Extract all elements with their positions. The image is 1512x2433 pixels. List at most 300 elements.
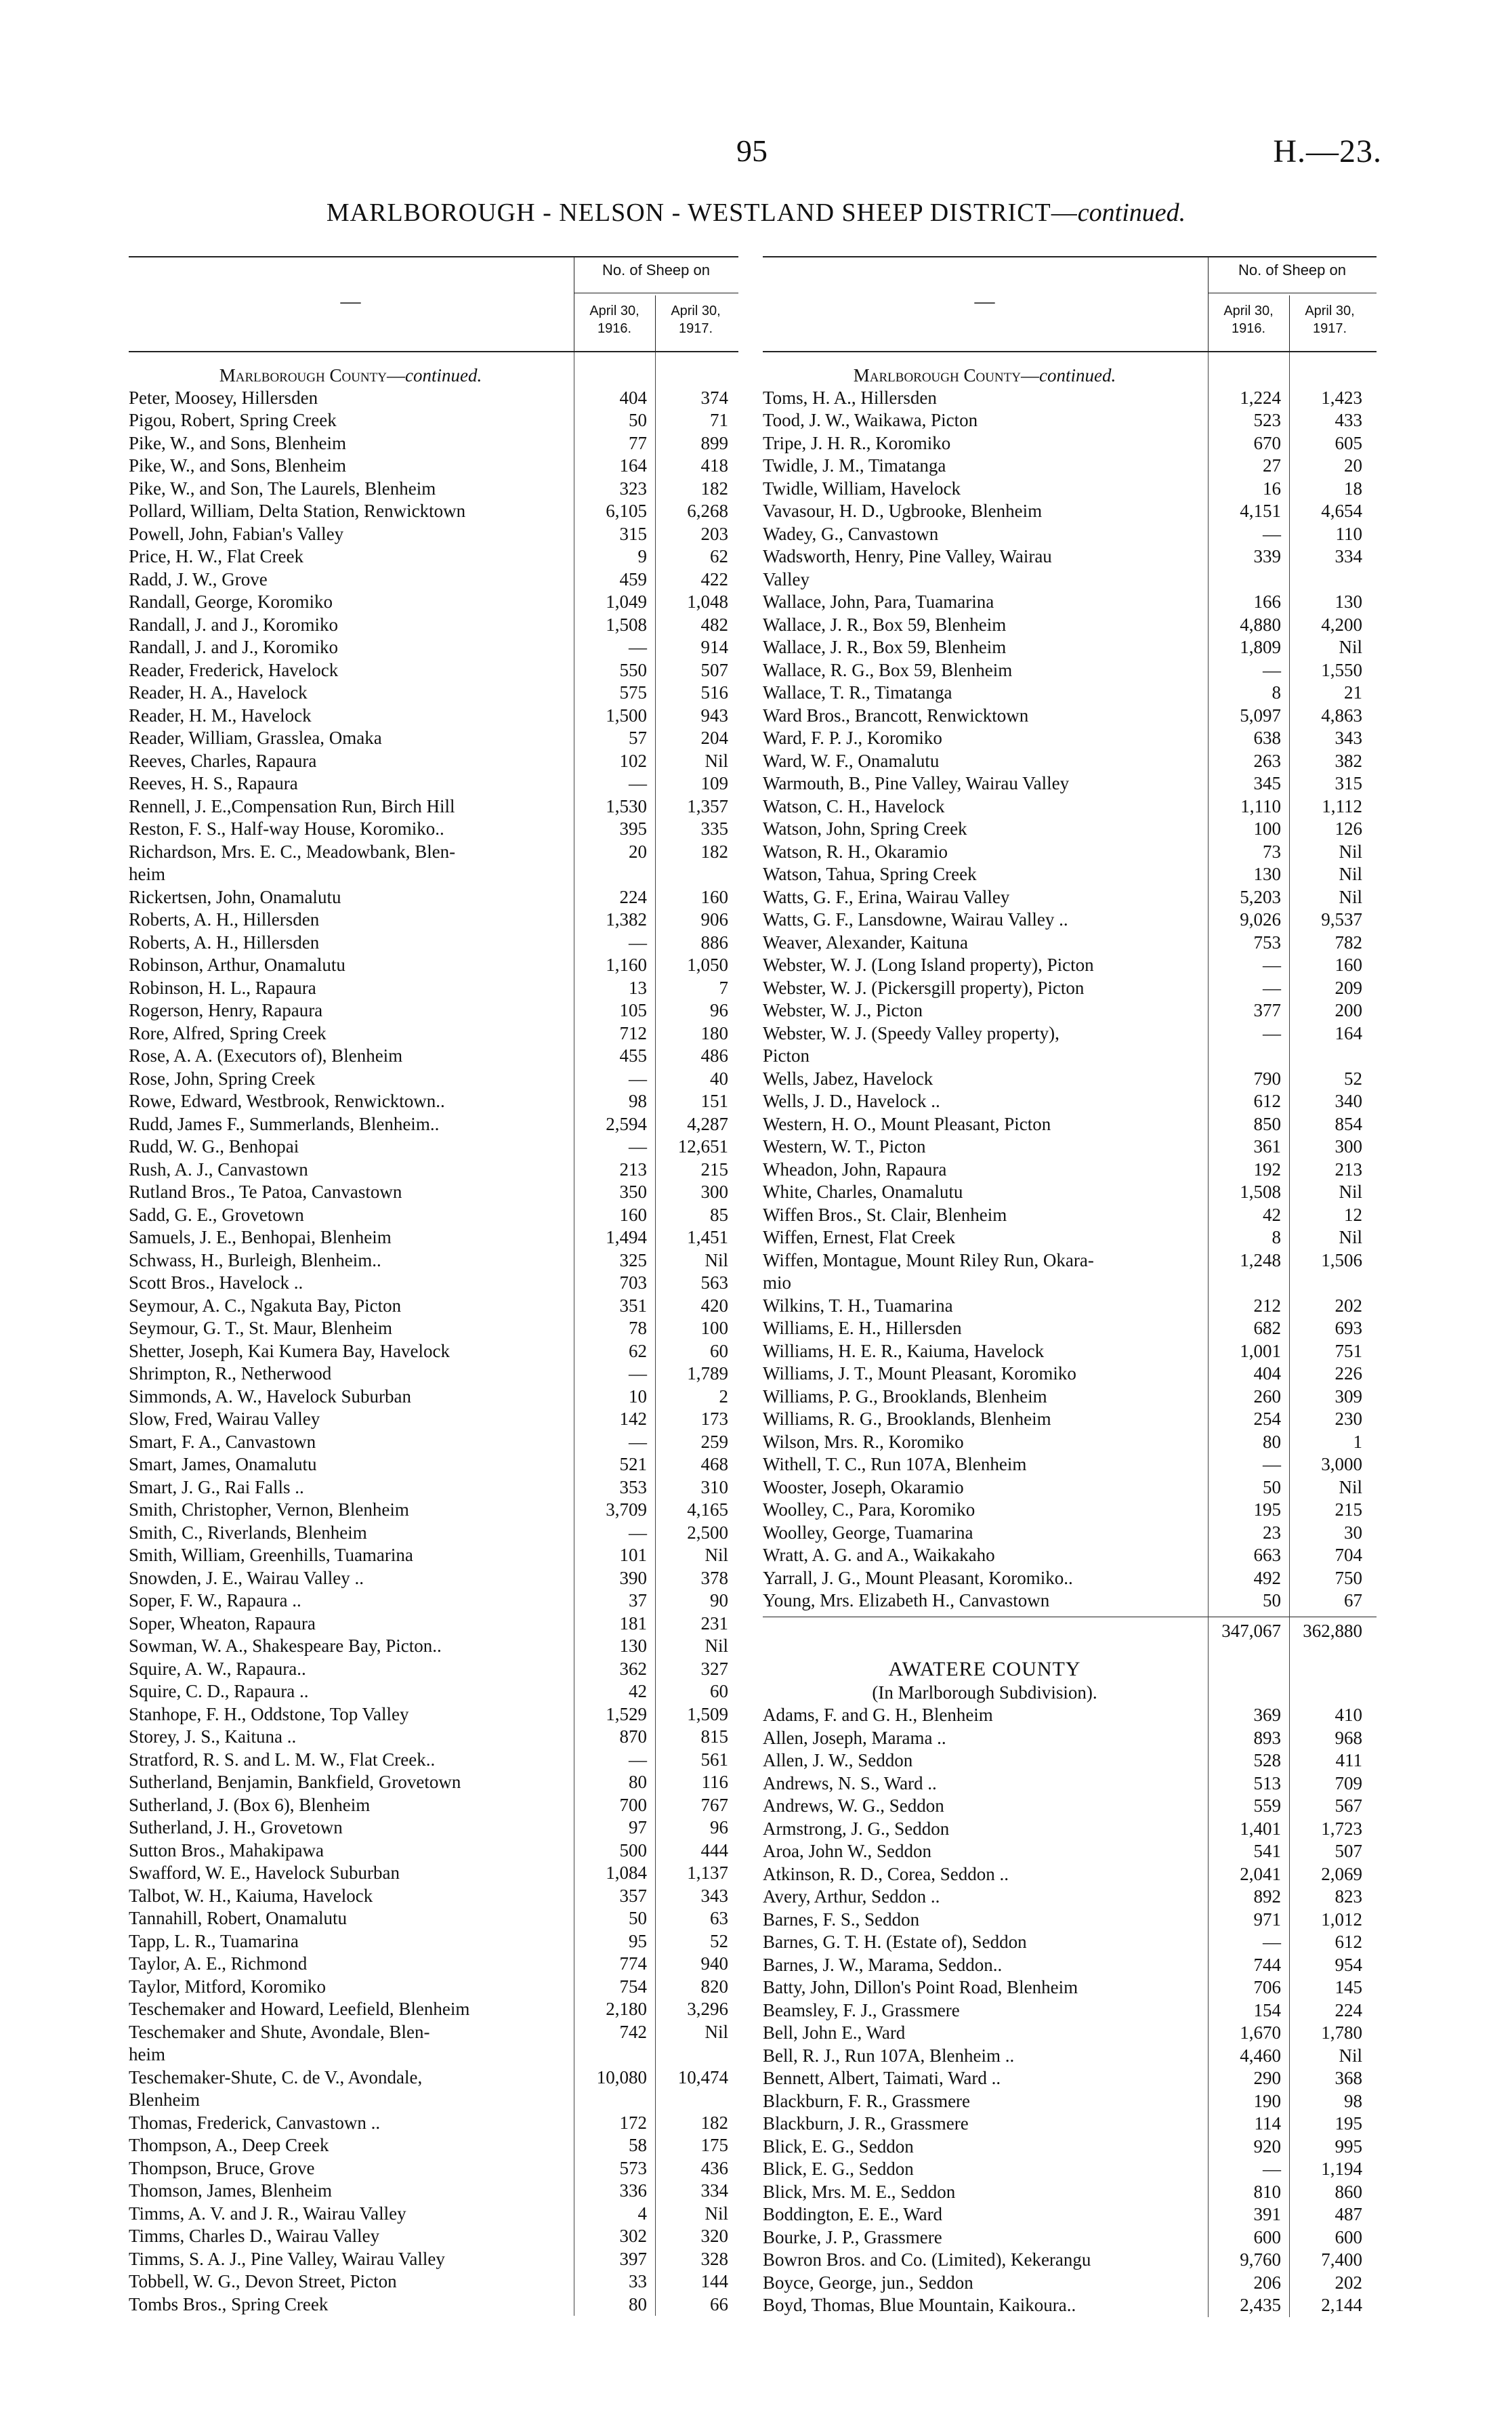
- table-row: [763, 999, 1377, 1022]
- owner-name: Wilkins, T. H., Tuamarina: [763, 1295, 953, 1316]
- sheep-1916: 703: [619, 1272, 647, 1293]
- sheep-1917: 300: [1335, 1136, 1362, 1157]
- table-row: [129, 545, 738, 568]
- sheep-1916: 95: [629, 1930, 647, 1951]
- table-row: [129, 818, 738, 841]
- table-row: [763, 1749, 1377, 1772]
- right-header-col-1916: April 30, 1916.: [1223, 304, 1274, 336]
- sheep-1916: —: [1263, 955, 1281, 976]
- sheep-1917: 374: [700, 387, 728, 408]
- owner-name: Atkinson, R. D., Corea, Seddon ..: [763, 1863, 1009, 1884]
- sheep-1916: 369: [1253, 1705, 1281, 1726]
- owner-name: Schwass, H., Burleigh, Blenheim..: [129, 1249, 381, 1270]
- sheep-1917: 943: [700, 705, 728, 726]
- table-row: [129, 1499, 738, 1522]
- sheep-1917: 4,287: [687, 1113, 728, 1134]
- sheep-1916: —: [629, 1431, 647, 1452]
- table-row: [763, 1886, 1377, 1909]
- table-row: [129, 1930, 738, 1953]
- county-total-row: [763, 1617, 1377, 1643]
- owner-name: Teschemaker and Shute, Avondale, Blen-: [129, 2021, 430, 2042]
- table-row: [763, 614, 1377, 637]
- sheep-1917: 420: [700, 1295, 728, 1316]
- owner-name: Talbot, W. H., Kaiuma, Havelock: [129, 1885, 373, 1906]
- table-row: [763, 1795, 1377, 1818]
- table-row: [763, 1204, 1377, 1227]
- table-row: [763, 1226, 1377, 1249]
- sheep-1917: 2: [719, 1386, 728, 1407]
- sheep-1916: 8: [1272, 1227, 1281, 1248]
- owner-name: Warmouth, B., Pine Valley, Wairau Valley: [763, 773, 1070, 794]
- owner-name: Western, W. T., Picton: [763, 1136, 926, 1157]
- owner-name: Wallace, J. R., Box 59, Blenheim: [763, 637, 1007, 658]
- sheep-1917: 90: [710, 1590, 728, 1611]
- table-row: [129, 523, 738, 546]
- sheep-1916: 1,110: [1240, 795, 1281, 816]
- owner-name: Wiffen, Montague, Mount Riley Run, Okara-: [763, 1249, 1094, 1270]
- sheep-1916: 9,760: [1240, 2249, 1281, 2270]
- sheep-1917: 2,069: [1321, 1863, 1362, 1884]
- owner-name: Williams, E. H., Hillersden: [763, 1318, 962, 1339]
- sheep-1916: 351: [619, 1295, 647, 1316]
- owner-name: Sutherland, Benjamin, Bankfield, Grovetown: [129, 1772, 461, 1793]
- table-row: [129, 2225, 738, 2248]
- table-row: [129, 1794, 738, 1817]
- table-row: [129, 1998, 738, 2021]
- table-row: [129, 1885, 738, 1908]
- owner-name: Young, Mrs. Elizabeth H., Canvastown: [763, 1590, 1050, 1611]
- sheep-1916: 181: [619, 1613, 647, 1634]
- sheep-1916: [572, 863, 654, 886]
- sheep-1916: 10: [629, 1386, 647, 1407]
- sheep-1917: 12,651: [677, 1136, 728, 1157]
- table-row: [129, 932, 738, 955]
- sheep-1916: 339: [1253, 546, 1281, 567]
- sheep-1917: 310: [700, 1476, 728, 1497]
- owner-name: Sutton Bros., Mahakipawa: [129, 1839, 324, 1860]
- sheep-1917: Nil: [1339, 841, 1362, 862]
- sheep-1916: 212: [1253, 1295, 1281, 1316]
- sheep-1916: 130: [619, 1636, 647, 1657]
- owner-name: Price, H. W., Flat Creek: [129, 546, 303, 567]
- owner-name: Swafford, W. E., Havelock Suburban: [129, 1863, 400, 1884]
- table-row: [763, 932, 1377, 955]
- left-column: [129, 256, 738, 2316]
- sheep-1916: —: [1263, 659, 1281, 680]
- sheep-1917: 20: [1344, 455, 1362, 476]
- sheep-1917: 320: [700, 2226, 728, 2247]
- owner-name: Scott Bros., Havelock ..: [129, 1272, 303, 1293]
- table-row: [763, 500, 1377, 523]
- sheep-1916: —: [1263, 1022, 1281, 1043]
- owner-name: Webster, W. J. (Speedy Valley property),: [763, 1022, 1059, 1043]
- sheep-1916: 1,670: [1240, 2022, 1281, 2043]
- sheep-1917: 67: [1344, 1590, 1362, 1611]
- sheep-1916: 1,508: [606, 614, 647, 635]
- table-row: [129, 1295, 738, 1318]
- table-row: [763, 977, 1377, 1000]
- table-row: [129, 1453, 738, 1476]
- owner-name: Wilson, Mrs. R., Koromiko: [763, 1431, 964, 1452]
- sheep-1917: 600: [1335, 2226, 1362, 2247]
- owner-name: Soper, F. W., Rapaura ..: [129, 1590, 301, 1611]
- sheep-1916: 1,529: [606, 1703, 647, 1724]
- owner-name: Taylor, Mitford, Koromiko: [129, 1976, 326, 1997]
- table-row: [763, 2158, 1377, 2181]
- right-table-body: [763, 352, 1377, 2317]
- sheep-1916: 361: [1253, 1136, 1281, 1157]
- sheep-1916: 164: [619, 455, 647, 476]
- table-row: [763, 886, 1377, 909]
- sheep-1917: 486: [700, 1045, 728, 1066]
- sheep-1917: 1,451: [687, 1227, 728, 1248]
- owner-name: Soper, Wheaton, Rapaura: [129, 1613, 316, 1634]
- table-row: [763, 1863, 1377, 1886]
- owner-name: Seymour, A. C., Ngakuta Bay, Picton: [129, 1295, 402, 1316]
- table-row: [129, 750, 738, 773]
- owner-name: Avery, Arthur, Seddon ..: [763, 1886, 940, 1907]
- owner-name: Smart, F. A., Canvastown: [129, 1431, 316, 1452]
- owner-name: Shetter, Joseph, Kai Kumera Bay, Havelock: [129, 1340, 450, 1361]
- owner-name: Picton: [763, 1045, 810, 1066]
- sheep-1916: 315: [619, 523, 647, 544]
- owner-name: Timms, A. V. and J. R., Wairau Valley: [129, 2203, 406, 2224]
- owner-name: Reader, H. A., Havelock: [129, 682, 308, 703]
- sheep-1917: 334: [1335, 546, 1362, 567]
- owner-name: Toms, H. A., Hillersden: [763, 387, 937, 408]
- owner-name: Bowron Bros. and Co. (Limited), Kekerangu: [763, 2249, 1091, 2270]
- sheep-1917: 145: [1335, 1977, 1362, 1998]
- table-row: [763, 1431, 1377, 1454]
- sheep-1916: 3,709: [606, 1499, 647, 1520]
- awatere-rows: [763, 1704, 1377, 2317]
- table-row: [129, 1113, 738, 1136]
- sheep-1917: 52: [710, 1930, 728, 1951]
- sheep-1917: Nil: [705, 1636, 728, 1657]
- table-row: [763, 750, 1377, 773]
- owner-name: Reeves, Charles, Rapaura: [129, 750, 317, 771]
- sheep-1917: 418: [700, 455, 728, 476]
- owner-name: Webster, W. J. (Long Island property), Picton: [763, 955, 1094, 976]
- sheep-1917: 1,423: [1321, 387, 1362, 408]
- table-row: [763, 772, 1377, 795]
- table-row: [763, 2203, 1377, 2226]
- sheep-1917: 259: [700, 1431, 728, 1452]
- sheep-1917: 202: [1335, 2272, 1362, 2293]
- sheep-1916: 712: [619, 1022, 647, 1043]
- sheep-1917: 906: [700, 909, 728, 930]
- table-row: [763, 2113, 1377, 2136]
- table-row: [763, 409, 1377, 432]
- owner-name: Storey, J. S., Kaituna ..: [129, 1726, 297, 1747]
- table-row: [763, 1272, 1377, 1295]
- sheep-1916: 78: [629, 1318, 647, 1339]
- sheep-1916: —: [1263, 2159, 1281, 2180]
- table-row: [129, 795, 738, 818]
- sheep-1917: 66: [710, 2293, 728, 2314]
- table-row: [129, 1272, 738, 1295]
- sheep-1916: 390: [619, 1567, 647, 1588]
- sheep-1917: 230: [1335, 1409, 1362, 1430]
- table-row: [763, 1954, 1377, 1977]
- sheep-1916: 1,508: [1240, 1182, 1281, 1203]
- district-title-suffix: continued.: [1077, 199, 1186, 227]
- sheep-1916: 37: [629, 1590, 647, 1611]
- table-row: [129, 1408, 738, 1431]
- owner-name: Blackburn, J. R., Grassmere: [763, 2113, 969, 2134]
- table-row: [129, 1476, 738, 1499]
- owner-name: Thomas, Frederick, Canvastown ..: [129, 2112, 381, 2133]
- sheep-1916: 892: [1253, 1886, 1281, 1907]
- sheep-1917: 182: [700, 841, 728, 862]
- table-row: [129, 1816, 738, 1839]
- table-row: [763, 545, 1377, 568]
- sheep-1916: 575: [619, 682, 647, 703]
- table-row: [763, 1340, 1377, 1363]
- owner-name: Sutherland, J. H., Grovetown: [129, 1817, 343, 1838]
- table-row: [129, 1613, 738, 1636]
- owner-name: Pollard, William, Delta Station, Renwicktown: [129, 501, 466, 522]
- sheep-1917: 182: [700, 478, 728, 499]
- table-row: [763, 682, 1377, 705]
- sheep-1917: 1,509: [687, 1703, 728, 1724]
- sheep-1916: —: [629, 773, 647, 794]
- sheep-1917: 823: [1335, 1886, 1362, 1907]
- sheep-1917: 820: [700, 1976, 728, 1997]
- sheep-1917: Nil: [1339, 1227, 1362, 1248]
- owner-name: Boddington, E. E., Ward: [763, 2204, 943, 2225]
- left-table-header: [129, 256, 738, 352]
- table-row: [763, 1476, 1377, 1499]
- table-row: [763, 659, 1377, 682]
- sheep-1916: 350: [619, 1182, 647, 1203]
- table-row: [763, 818, 1377, 841]
- owner-name: Wooster, Joseph, Okaramio: [763, 1476, 964, 1497]
- table-row: [763, 1909, 1377, 1932]
- sheep-1916: 27: [1263, 455, 1281, 476]
- sheep-1917: Nil: [705, 2021, 728, 2042]
- sheep-1916: 50: [1263, 1476, 1281, 1497]
- sheep-1916: 459: [619, 568, 647, 589]
- sheep-1917: 226: [1335, 1363, 1362, 1384]
- sheep-1916: 62: [629, 1340, 647, 1361]
- sheep-1916: 550: [619, 659, 647, 680]
- sheep-1917: [654, 2089, 735, 2112]
- sheep-1916: 1,248: [1240, 1249, 1281, 1270]
- sheep-1916: 100: [1253, 818, 1281, 839]
- sheep-1916: 395: [619, 818, 647, 839]
- sheep-1917: 12: [1344, 1204, 1362, 1225]
- sheep-1917: 886: [700, 932, 728, 953]
- sheep-1917: 6,268: [687, 501, 728, 522]
- sheep-1916: 192: [1253, 1159, 1281, 1180]
- sheep-1917: 334: [700, 2180, 728, 2201]
- sheep-1917: 343: [1335, 728, 1362, 749]
- table-row: [129, 1068, 738, 1091]
- sheep-1917: Nil: [1339, 1476, 1362, 1497]
- sheep-1917: 411: [1335, 1750, 1362, 1771]
- sheep-1917: 1,112: [1322, 795, 1362, 816]
- sheep-1917: 1,723: [1321, 1818, 1362, 1839]
- sheep-1916: 50: [1263, 1590, 1281, 1611]
- table-row: [763, 1408, 1377, 1431]
- owner-name: Stratford, R. S. and L. M. W., Flat Creek..: [129, 1749, 436, 1770]
- owner-name: Taylor, A. E., Richmond: [129, 1953, 308, 1974]
- table-row: [763, 2090, 1377, 2113]
- owner-name: Wallace, T. R., Timatanga: [763, 682, 952, 703]
- sheep-1916: 513: [1253, 1772, 1281, 1793]
- sheep-1916: 102: [619, 750, 647, 771]
- sheep-1917: 410: [1335, 1705, 1362, 1726]
- table-row: [763, 2226, 1377, 2249]
- table-row: [129, 1317, 738, 1340]
- table-row: [763, 568, 1377, 591]
- table-row: [129, 2066, 738, 2089]
- owner-name: Ward, F. P. J., Koromiko: [763, 728, 942, 749]
- sheep-1916: —: [629, 1136, 647, 1157]
- sheep-1916: 663: [1253, 1545, 1281, 1566]
- sheep-1916: 2,180: [606, 1999, 647, 2020]
- owner-name: Thomson, James, Blenheim: [129, 2180, 332, 2201]
- table-row: [129, 1431, 738, 1454]
- sheep-1917: 195: [1335, 2113, 1362, 2134]
- table-row: [129, 1703, 738, 1726]
- table-row: [763, 1589, 1377, 1613]
- table-row: [763, 705, 1377, 728]
- sheep-1916: 254: [1253, 1409, 1281, 1430]
- sheep-1917: 231: [700, 1613, 728, 1634]
- sheep-1917: 100: [700, 1318, 728, 1339]
- left-header-col-1917: April 30, 1917.: [671, 304, 721, 336]
- sheep-1917: Nil: [705, 2203, 728, 2224]
- sheep-1917: Nil: [1339, 1182, 1362, 1203]
- sheep-1917: 335: [700, 818, 728, 839]
- table-row: [129, 1658, 738, 1681]
- sheep-1916: 850: [1253, 1113, 1281, 1134]
- sheep-1917: 940: [700, 1953, 728, 1974]
- owner-name: Peter, Moosey, Hillersden: [129, 387, 318, 408]
- sheep-1916: 1,084: [606, 1863, 647, 1884]
- table-row: [129, 727, 738, 750]
- sheep-1916: 700: [619, 1794, 647, 1815]
- sheep-1916: 1,160: [606, 955, 647, 976]
- sheep-1916: 353: [619, 1476, 647, 1497]
- sheep-1916: 810: [1253, 2181, 1281, 2202]
- sheep-1916: 2,435: [1240, 2295, 1281, 2316]
- sheep-1917: 2,144: [1321, 2295, 1362, 2316]
- sheep-1916: 377: [1253, 1000, 1281, 1021]
- sheep-1916: 224: [619, 886, 647, 907]
- sheep-1917: 62: [710, 546, 728, 567]
- owner-name: Boyd, Thomas, Blue Mountain, Kaikoura..: [763, 2295, 1076, 2316]
- owner-name: Batty, John, Dillon's Point Road, Blenheim: [763, 1977, 1078, 1998]
- owner-name: Rickertsen, John, Onamalutu: [129, 886, 341, 907]
- table-row: [763, 1704, 1377, 1727]
- owner-name: Rush, A. J., Canvastown: [129, 1159, 308, 1180]
- sheep-1917: Nil: [1339, 886, 1362, 907]
- table-row: [129, 1771, 738, 1794]
- table-row: [763, 1818, 1377, 1841]
- owner-name: Stanhope, F. H., Oddstone, Top Valley: [129, 1703, 409, 1724]
- sheep-1916: [572, 2089, 654, 2112]
- sheep-1916: 290: [1253, 2068, 1281, 2089]
- sheep-1916: 455: [619, 1045, 647, 1066]
- owner-name: Robinson, H. L., Rapaura: [129, 977, 316, 998]
- sheep-1917: 309: [1335, 1386, 1362, 1407]
- sheep-1916: 1,001: [1240, 1340, 1281, 1361]
- owner-name: Watts, G. F., Erina, Wairau Valley: [763, 886, 1010, 907]
- owner-name: Blenheim: [129, 2089, 200, 2110]
- sheep-1917: 507: [700, 659, 728, 680]
- sheep-1917: 200: [1335, 1000, 1362, 1021]
- sheep-1917: 328: [700, 2248, 728, 2269]
- right-header-group-label: No. of Sheep on: [1238, 262, 1346, 278]
- sheep-1916: 8: [1272, 682, 1281, 703]
- table-row: [129, 2203, 738, 2226]
- owner-name: Reader, H. M., Havelock: [129, 705, 312, 726]
- sheep-1917: Nil: [705, 1249, 728, 1270]
- owner-name: Rudd, W. G., Benhopai: [129, 1136, 299, 1157]
- sheep-1916: —: [629, 1749, 647, 1770]
- sheep-1916: —: [1263, 1932, 1281, 1953]
- table-row: [129, 1749, 738, 1772]
- table-row: [763, 1022, 1377, 1045]
- owner-name: Rose, John, Spring Creek: [129, 1068, 316, 1089]
- sheep-1916: —: [1263, 523, 1281, 544]
- sheep-1917: 215: [1335, 1499, 1362, 1520]
- table-row: [763, 1113, 1377, 1136]
- sheep-1917: 782: [1335, 932, 1362, 953]
- owner-name: Sadd, G. E., Grovetown: [129, 1204, 304, 1225]
- sheep-1916: 97: [629, 1817, 647, 1838]
- table-row: [129, 1635, 738, 1658]
- sheep-1916: 6,105: [606, 501, 647, 522]
- sheep-1917: 96: [710, 1817, 728, 1838]
- sheep-1917: 182: [700, 2112, 728, 2133]
- owner-name: Withell, T. C., Run 107A, Blenheim: [763, 1454, 1027, 1475]
- sheep-1916: 528: [1253, 1750, 1281, 1771]
- sheep-1917: [654, 863, 735, 886]
- sheep-1916: —: [629, 637, 647, 658]
- sheep-1916: 166: [1253, 591, 1281, 612]
- table-row: [763, 1317, 1377, 1340]
- owner-name: Ward, W. F., Onamalutu: [763, 750, 940, 771]
- table-row: [129, 1862, 738, 1885]
- left-header-col-1916: April 30, 1916.: [589, 304, 639, 336]
- table-row: [763, 1249, 1377, 1272]
- right-column: [763, 256, 1377, 2317]
- owner-name: Teschemaker and Howard, Leefield, Blenheim: [129, 1999, 470, 2020]
- sheep-1916: 573: [619, 2157, 647, 2178]
- table-row: [129, 1839, 738, 1863]
- owner-name: Powell, John, Fabian's Valley: [129, 523, 344, 544]
- sheep-1916: 160: [619, 1204, 647, 1225]
- owner-name: Allen, Joseph, Marama ..: [763, 1727, 946, 1748]
- sheep-1917: 482: [700, 614, 728, 635]
- sheep-1916: 870: [619, 1726, 647, 1747]
- sheep-1917: 110: [1335, 523, 1362, 544]
- table-row: [129, 659, 738, 682]
- table-row: [129, 1522, 738, 1545]
- sheep-1916: 195: [1253, 1499, 1281, 1520]
- sheep-1916: 57: [629, 728, 647, 749]
- owner-name: Watts, G. F., Lansdowne, Wairau Valley ..: [763, 909, 1068, 930]
- sheep-1917: 382: [1335, 750, 1362, 771]
- table-row: [763, 1068, 1377, 1091]
- sheep-1917: 995: [1335, 2136, 1362, 2157]
- sheep-1916: 893: [1253, 1727, 1281, 1748]
- sheep-1917: 567: [1335, 1795, 1362, 1816]
